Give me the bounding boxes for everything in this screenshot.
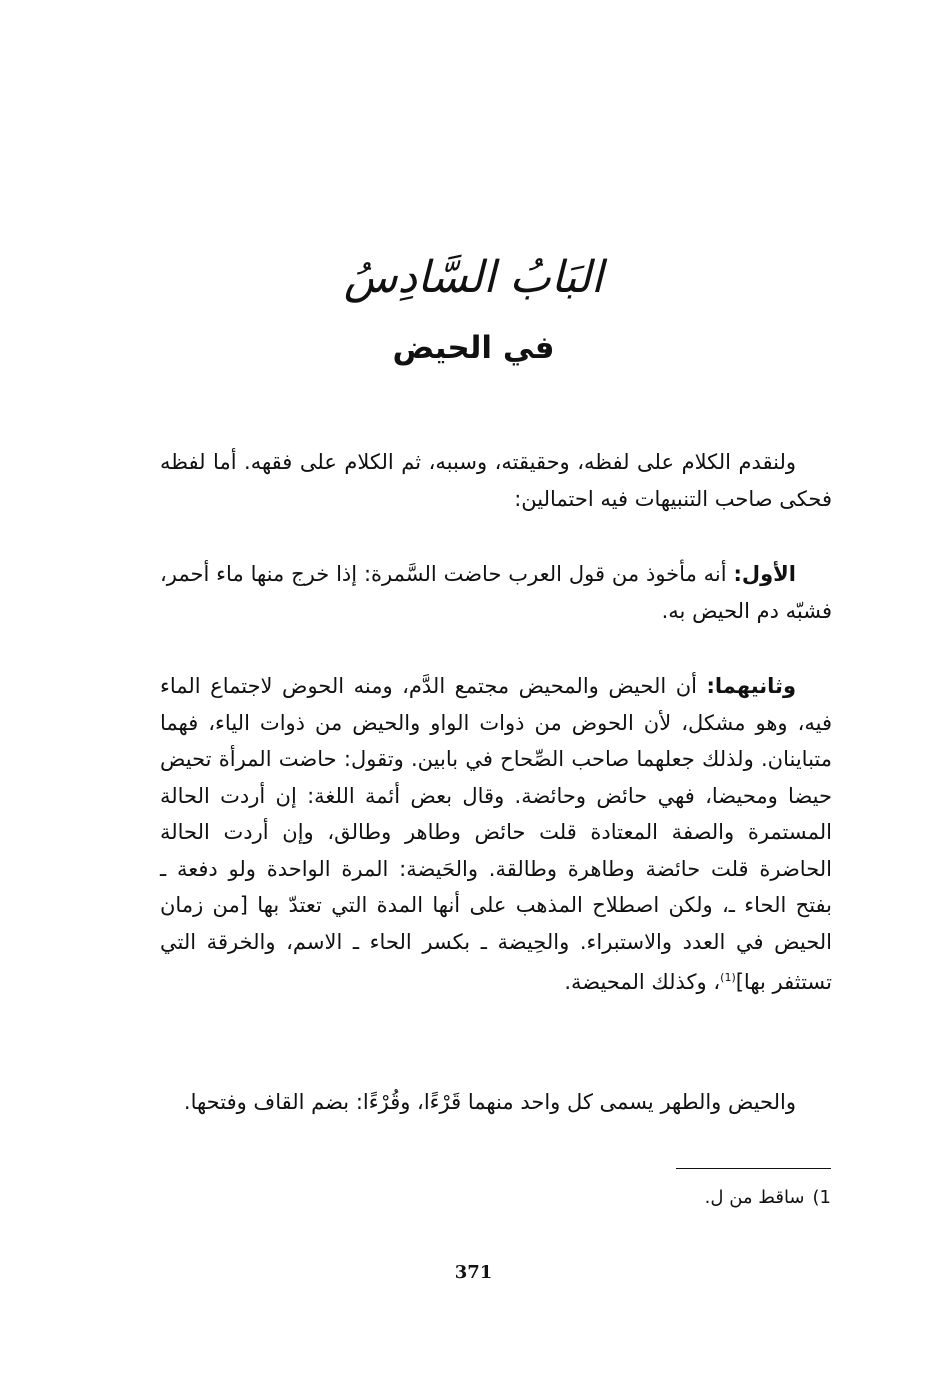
page-number: 371 [454, 1262, 493, 1283]
footnote-divider [676, 1168, 831, 1169]
footnote [705, 1184, 831, 1212]
chapter-subtitle: في الحيض [392, 330, 555, 366]
paragraph-qur: والحيض والطهر يسمى كل واحد منهما قَرْءًا، وقُرْءًا: بضم القاف وفتحها. [183, 1090, 796, 1114]
second-lead-word: وثانيهما: [706, 674, 796, 698]
footnote-reference: (1) [720, 971, 736, 984]
second-possibility-tail: ، وكذلك المحيضة. [564, 970, 721, 994]
paragraph-intro: ولنقدم الكلام على لفظه، وحقيقته، وسببه، ثم الكلام على فقهه. أما لفظه فحكى صاحب التنبيهات فيه احتمالين: [160, 450, 832, 511]
paragraph-second-possibility [160, 668, 832, 1001]
first-possibility-text: أنه مأخوذ من قول العرب حاضت السَّمرة: إذا خرج منها ماء أحمر، فشبّه دم الحيض به. [160, 562, 832, 623]
first-lead-word: الأول: [733, 562, 796, 586]
footnote-text: ساقط من ل. [704, 1187, 805, 1208]
footnote-number: 1) [812, 1187, 831, 1208]
chapter-title: البَابُ السَّادِسُ [343, 252, 604, 303]
body-text [160, 0, 832, 1381]
second-possibility-text: أن الحيض والمحيض مجتمع الدَّم، ومنه الحوض لاجتماع الماء فيه، وهو مشكل، لأن الحوض من ذوات الواو والحيض من ذوات الياء، فهما متباينان. ولذلك جعلهما صاحب الصِّحاح في بابين. وتقول: حاضت المرأة تحيض حيضا ومحيضا، فهي حائض وحائضة. وقال بعض أئمة اللغة: إن أردت الحالة المستمرة والصفة المعتادة قلت حائض وطاهر وطالق، وإن أردت الحالة الحاضرة قلت حائضة وطاهرة وطالقة. والحَيضة: المرة الواحدة ولو دفعة ـ بفتح الحاء ـ، ولكن اصطلاح المذهب على أنها المدة التي تعتدّ بها [من زمان الحيض في العدد والاستبراء. والحِيضة ـ بكسر الحاء ـ الاسم، والخرقة التي تستثفر بها] [160, 674, 832, 994]
paragraph-first-possibility [160, 556, 832, 629]
